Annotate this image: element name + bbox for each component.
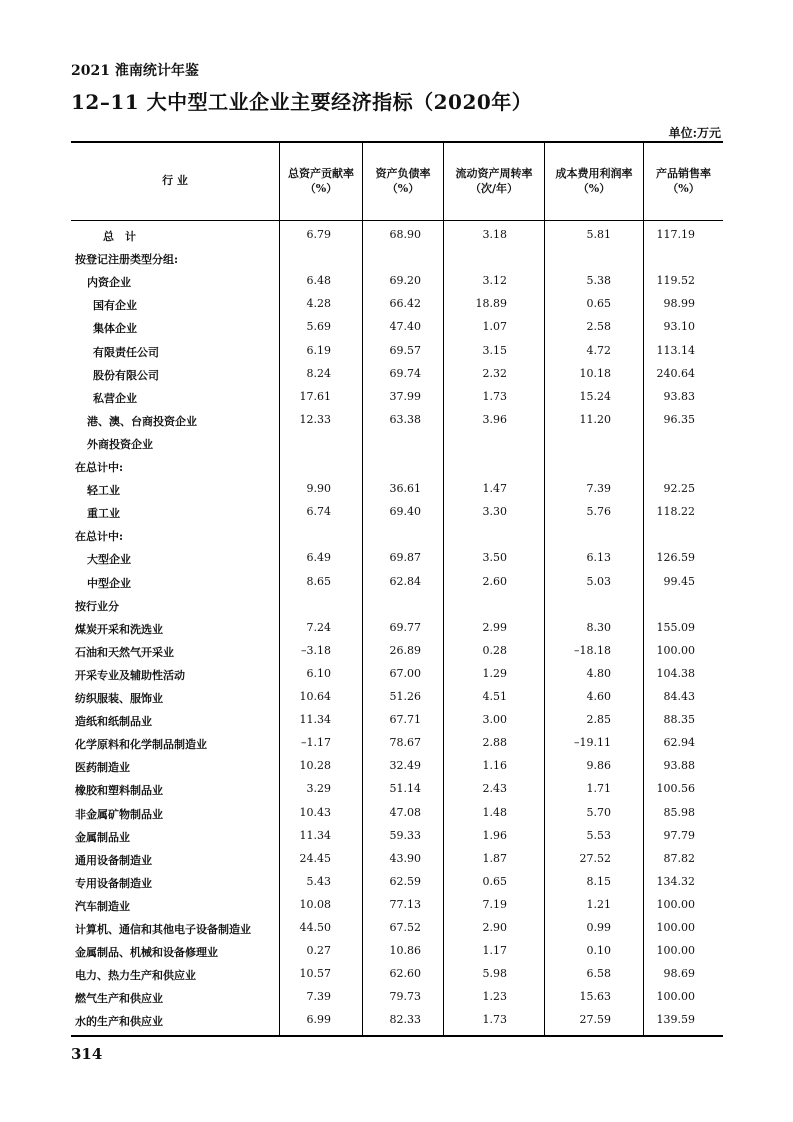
row-value: 63.38 [389, 412, 421, 426]
row-value: 62.60 [389, 967, 421, 981]
row-value: 10.08 [299, 897, 331, 911]
row-value: 36.61 [389, 482, 421, 496]
header-bottom-rule [71, 220, 723, 221]
table-row [71, 778, 723, 801]
table-row [71, 316, 723, 339]
row-value: 69.74 [389, 366, 421, 380]
table-row [71, 270, 723, 293]
row-label: 燃气生产和供应业 [75, 992, 163, 1006]
table-row [71, 594, 723, 617]
row-value: 1.71 [586, 782, 611, 796]
row-value: 77.13 [389, 897, 421, 911]
table-row [71, 478, 723, 501]
row-label: 总 计 [103, 230, 136, 243]
row-value: 117.19 [656, 228, 695, 241]
row-value: 2.60 [482, 574, 507, 588]
header-industry-label: 行 业 [162, 174, 188, 187]
row-value: 113.14 [656, 343, 695, 357]
row-value: 100.00 [656, 643, 695, 657]
header-unit: （%） [577, 181, 611, 195]
row-label: 造纸和纸制品业 [75, 715, 152, 729]
row-label: 汽车制造业 [75, 899, 130, 913]
row-value: 1.07 [482, 320, 507, 334]
row-value: 15.24 [579, 389, 611, 403]
row-value: 6.74 [306, 505, 331, 519]
table-row [71, 340, 723, 363]
row-value: 82.33 [389, 1013, 421, 1027]
row-value: 10.57 [299, 967, 331, 981]
row-value: 18.89 [475, 297, 507, 311]
header-line: 资产负债率 [375, 166, 431, 180]
row-label: 在总计中: [75, 461, 124, 474]
row-value: 7.39 [306, 990, 331, 1004]
row-value: 1.87 [482, 851, 507, 865]
row-value: 10.28 [299, 759, 331, 773]
row-value: 6.10 [306, 666, 331, 680]
header-turnover [444, 141, 544, 220]
row-value: 100.00 [656, 990, 695, 1004]
row-value: 6.49 [306, 551, 331, 565]
row-label: 内资企业 [87, 276, 131, 290]
row-value: 0.27 [306, 944, 331, 958]
table-row [71, 732, 723, 755]
row-value: 126.59 [656, 551, 695, 565]
header-unit: （%） [386, 181, 420, 195]
row-value: 88.35 [663, 713, 695, 727]
row-value: 44.50 [299, 921, 331, 934]
table-bottom-rule [71, 1035, 723, 1037]
row-value: 68.90 [389, 228, 421, 241]
header-profit-rate [545, 141, 643, 220]
row-value: –1.17 [301, 736, 331, 750]
row-value: 2.88 [482, 736, 507, 750]
row-value: 0.65 [586, 297, 611, 311]
row-value: 1.16 [482, 759, 507, 773]
row-value: 0.28 [482, 643, 507, 657]
row-value: 1.47 [482, 482, 507, 496]
table-title: 12–11 大中型工业企业主要经济指标（2020年） [71, 90, 533, 114]
row-label: 石油和天然气开采业 [75, 645, 174, 659]
row-label: 轻工业 [87, 484, 120, 498]
row-value: 6.19 [306, 343, 331, 357]
row-value: 6.13 [586, 551, 611, 565]
row-value: 10.86 [389, 944, 421, 958]
table-row [71, 224, 723, 247]
header-line: 总资产贡献率 [288, 166, 354, 180]
table-row [71, 848, 723, 871]
row-value: 78.67 [389, 736, 421, 750]
row-label: 纺织服装、服饰业 [75, 692, 163, 705]
row-label: 集体企业 [93, 322, 137, 336]
row-value: 69.87 [389, 551, 421, 565]
row-value: –19.11 [574, 736, 611, 750]
row-label: 重工业 [87, 507, 120, 521]
row-value: 1.23 [482, 990, 507, 1004]
row-value: 8.24 [306, 366, 331, 380]
row-value: 4.80 [586, 666, 611, 680]
row-value: 8.15 [586, 874, 611, 888]
table-row [71, 571, 723, 594]
row-value: 0.65 [482, 874, 507, 888]
row-label: 私营企业 [93, 391, 137, 405]
row-value: 5.43 [306, 874, 331, 888]
row-value: 100.00 [656, 897, 695, 911]
row-value: 139.59 [656, 1013, 695, 1027]
row-value: 67.52 [389, 921, 421, 934]
row-value: 5.38 [586, 274, 611, 288]
row-value: 1.96 [482, 828, 507, 842]
row-value: 1.73 [482, 1013, 507, 1027]
header-sales-rate [644, 141, 723, 220]
table-row [71, 663, 723, 686]
row-value: 32.49 [389, 759, 421, 773]
row-value: 62.94 [663, 736, 695, 750]
row-value: 3.30 [482, 505, 507, 519]
row-value: 51.26 [389, 690, 421, 703]
row-value: 92.25 [663, 482, 695, 496]
row-value: 100.56 [656, 782, 695, 796]
row-value: –18.18 [574, 643, 611, 657]
row-label: 按行业分 [75, 599, 119, 613]
row-label: 开采专业及辅助性活动 [75, 668, 185, 682]
row-value: 100.00 [656, 944, 695, 958]
row-value: 0.10 [586, 944, 611, 958]
row-label: 煤炭开采和洗选业 [75, 622, 163, 636]
row-value: 2.58 [586, 320, 611, 334]
row-label: 外商投资企业 [87, 437, 153, 451]
row-value: 3.12 [482, 274, 507, 288]
row-value: 47.40 [389, 320, 421, 334]
row-value: 69.20 [389, 274, 421, 288]
row-value: 118.22 [656, 505, 695, 519]
row-value: 5.76 [586, 505, 611, 519]
row-value: 96.35 [663, 412, 695, 426]
row-label: 橡胶和塑料制品业 [75, 784, 163, 798]
table-row [71, 755, 723, 778]
table-row [71, 686, 723, 709]
row-value: 5.53 [586, 828, 611, 842]
row-value: 66.42 [389, 297, 421, 311]
row-value: 7.39 [586, 482, 611, 496]
row-label: 电力、热力生产和供应业 [75, 969, 196, 983]
row-value: 8.65 [306, 574, 331, 588]
row-value: 97.79 [663, 828, 695, 842]
row-value: 69.77 [389, 620, 421, 634]
table-row [71, 293, 723, 316]
row-value: 24.45 [299, 851, 331, 865]
row-value: 98.99 [663, 297, 695, 311]
table-row [71, 825, 723, 848]
row-value: 155.09 [656, 620, 695, 634]
row-value: 37.99 [389, 389, 421, 403]
row-label: 港、澳、台商投资企业 [87, 414, 197, 428]
row-value: 6.48 [306, 274, 331, 288]
row-value: 51.14 [389, 782, 421, 796]
row-value: 6.79 [306, 228, 331, 241]
row-value: 5.69 [306, 320, 331, 334]
row-value: 11.20 [579, 412, 611, 426]
row-label: 有限责任公司 [93, 345, 159, 359]
row-value: 6.99 [306, 1013, 331, 1027]
row-label: 通用设备制造业 [75, 853, 152, 867]
table-row [71, 1009, 723, 1032]
row-value: 5.98 [482, 967, 507, 981]
row-value: 27.59 [579, 1013, 611, 1027]
row-value: 12.33 [299, 412, 331, 426]
row-value: 10.43 [299, 805, 331, 819]
row-value: 7.24 [306, 620, 331, 634]
header-unit: （%） [667, 181, 700, 195]
header-line: 产品销售率 [656, 166, 711, 180]
row-value: 27.52 [579, 851, 611, 865]
unit-label: 单位:万元 [668, 126, 721, 140]
table-row [71, 894, 723, 917]
row-value: 240.64 [656, 366, 695, 380]
row-value: 11.34 [299, 828, 331, 842]
row-label: 中型企业 [87, 576, 131, 590]
row-value: 62.84 [389, 574, 421, 588]
row-label: 水的生产和供应业 [75, 1015, 163, 1029]
row-value: 93.10 [663, 320, 695, 334]
table-row [71, 363, 723, 386]
row-label: 国有企业 [93, 299, 137, 313]
row-value: 62.59 [389, 874, 421, 888]
row-value: 5.03 [586, 574, 611, 588]
row-value: 4.72 [586, 343, 611, 357]
row-value: 10.18 [579, 366, 611, 380]
row-value: 69.40 [389, 505, 421, 519]
table-row [71, 802, 723, 825]
row-value: 3.29 [306, 782, 331, 796]
row-value: 5.70 [586, 805, 611, 819]
row-label: 大型企业 [87, 553, 131, 567]
table-row [71, 986, 723, 1009]
row-value: 47.08 [389, 805, 421, 819]
table-row [71, 547, 723, 570]
row-label: 金属制品、机械和设备修理业 [75, 946, 218, 960]
row-value: 11.34 [299, 713, 331, 727]
header-unit: （次/年） [469, 181, 519, 195]
row-value: 8.30 [586, 620, 611, 634]
row-label: 在总计中: [75, 530, 124, 544]
table-row [71, 617, 723, 640]
row-label: 非金属矿物制品业 [75, 807, 163, 821]
header-line: 成本费用利润率 [555, 166, 633, 180]
row-value: 1.21 [586, 897, 611, 911]
row-value: 2.85 [586, 713, 611, 727]
row-value: –3.18 [301, 643, 331, 657]
table-row [71, 940, 723, 963]
table-row [71, 409, 723, 432]
table-row [71, 386, 723, 409]
row-value: 4.60 [586, 690, 611, 703]
row-value: 84.43 [663, 690, 695, 703]
row-value: 9.86 [586, 759, 611, 773]
row-label: 化学原料和化学制品制造业 [75, 738, 207, 752]
row-value: 2.32 [482, 366, 507, 380]
row-value: 0.99 [586, 921, 611, 934]
row-value: 3.50 [482, 551, 507, 565]
row-value: 104.38 [656, 666, 695, 680]
row-value: 67.00 [389, 666, 421, 680]
row-value: 59.33 [389, 828, 421, 842]
table-row [71, 871, 723, 894]
row-value: 99.45 [663, 574, 695, 588]
row-value: 5.81 [586, 228, 611, 241]
row-label: 专用设备制造业 [75, 876, 152, 890]
row-value: 3.18 [482, 228, 507, 241]
header-industry [71, 141, 279, 220]
page-number: 314 [71, 1045, 103, 1063]
header-line: 流动资产周转率 [455, 166, 533, 180]
header-unit: （%） [304, 181, 338, 195]
table-row [71, 640, 723, 663]
row-value: 2.90 [482, 921, 507, 934]
row-value: 93.88 [663, 759, 695, 773]
row-label: 医药制造业 [75, 761, 130, 775]
row-value: 119.52 [656, 274, 695, 288]
row-value: 100.00 [656, 921, 695, 934]
table-row [71, 432, 723, 455]
row-value: 67.71 [389, 713, 421, 727]
row-value: 79.73 [389, 990, 421, 1004]
table-row [71, 247, 723, 270]
table-row [71, 709, 723, 732]
table-row [71, 455, 723, 478]
row-value: 2.99 [482, 620, 507, 634]
table-row [71, 524, 723, 547]
row-label: 计算机、通信和其他电子设备制造业 [75, 923, 251, 936]
yearbook-title: 2021 淮南统计年鉴 [71, 63, 199, 79]
row-value: 3.00 [482, 713, 507, 727]
row-value: 4.51 [482, 690, 507, 703]
header-asset-contribution [280, 141, 362, 220]
header-debt-ratio [363, 141, 443, 220]
row-value: 85.98 [663, 805, 695, 819]
row-value: 4.28 [306, 297, 331, 311]
row-value: 93.83 [663, 389, 695, 403]
table-row [71, 963, 723, 986]
row-value: 69.57 [389, 343, 421, 357]
row-value: 1.73 [482, 389, 507, 403]
row-label: 按登记注册类型分组: [75, 253, 179, 267]
row-value: 98.69 [663, 967, 695, 981]
row-value: 15.63 [579, 990, 611, 1004]
row-label: 金属制品业 [75, 830, 130, 844]
row-value: 2.43 [482, 782, 507, 796]
row-value: 17.61 [299, 389, 331, 403]
table-row [71, 917, 723, 940]
row-value: 9.90 [306, 482, 331, 496]
row-value: 87.82 [663, 851, 695, 865]
row-value: 1.29 [482, 666, 507, 680]
row-value: 7.19 [482, 897, 507, 911]
row-value: 1.17 [482, 944, 507, 958]
row-value: 1.48 [482, 805, 507, 819]
row-value: 3.96 [482, 412, 507, 426]
row-value: 6.58 [586, 967, 611, 981]
row-value: 43.90 [389, 851, 421, 865]
table-row [71, 501, 723, 524]
row-value: 26.89 [389, 643, 421, 657]
row-value: 3.15 [482, 343, 507, 357]
row-label: 股份有限公司 [93, 368, 159, 382]
row-value: 10.64 [299, 690, 331, 703]
row-value: 134.32 [656, 874, 695, 888]
